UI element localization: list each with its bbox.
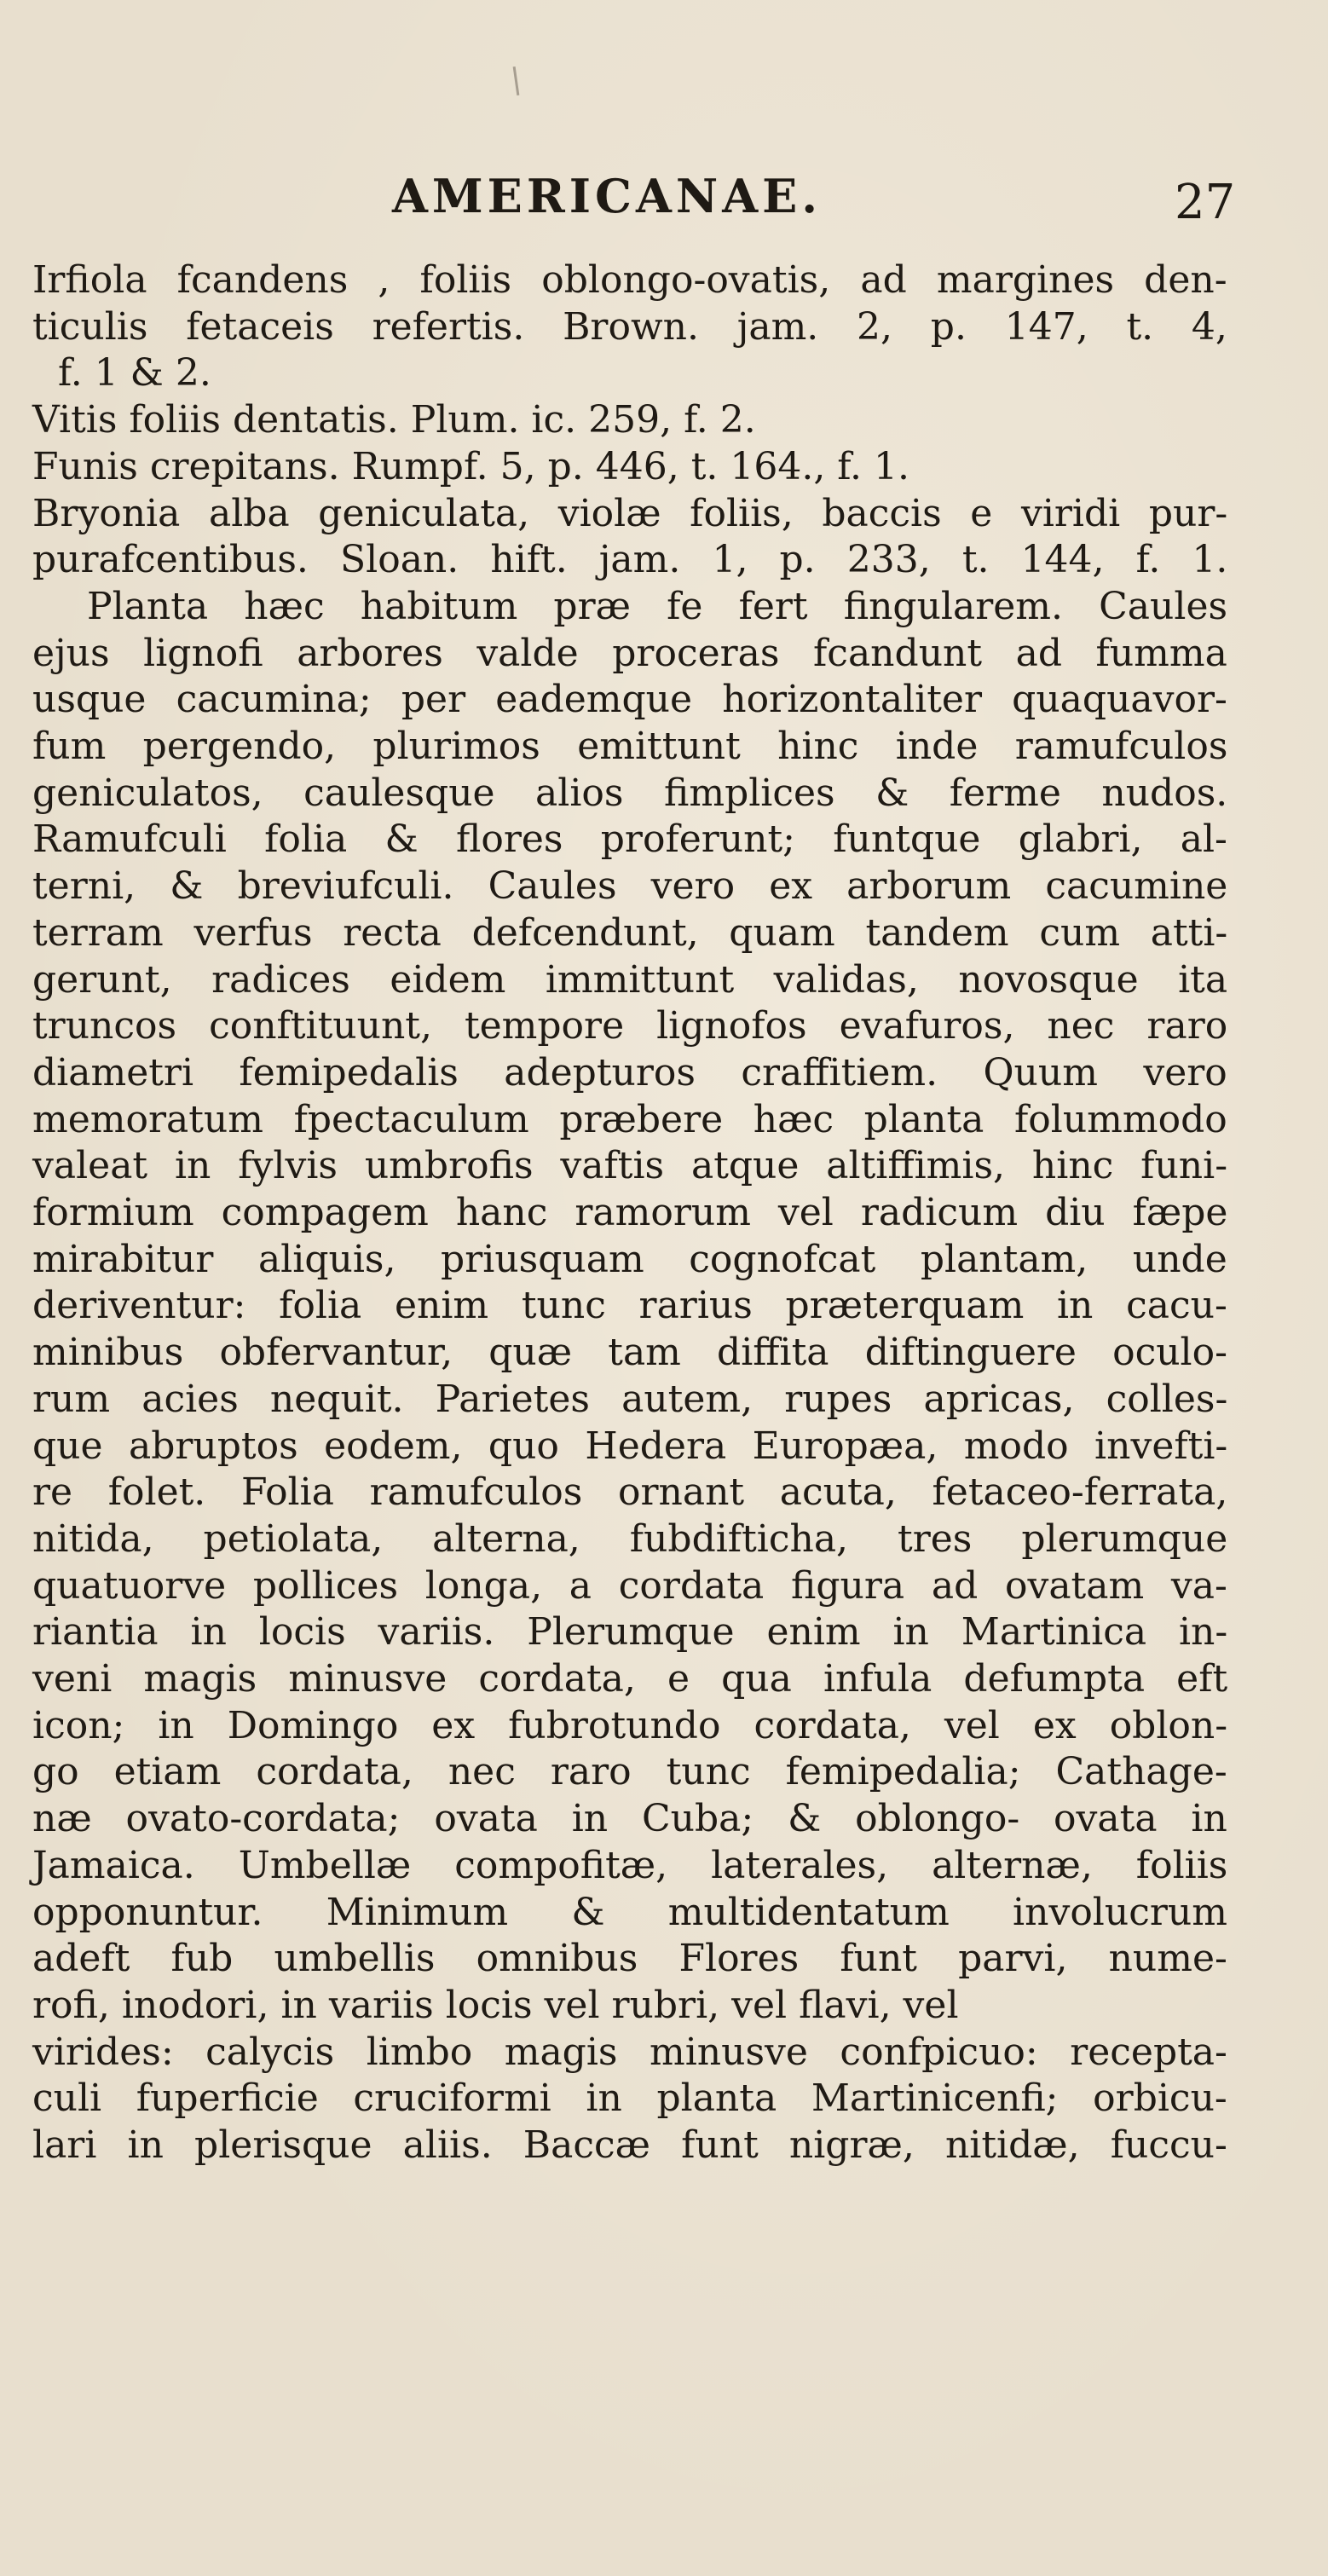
text-line: Irfiola fcandens , foliis oblongo-ovatis, ad margines den- bbox=[32, 258, 1227, 302]
text-line: terni, & breviufculi. Caules vero ex arborum cacumine bbox=[32, 864, 1228, 908]
text-line: lari in plerisque aliis. Baccæ funt nigræ, nitidæ, fuccu- bbox=[32, 2123, 1227, 2167]
text-line: que abruptos eodem, quo Hedera Europæa, modo invefti- bbox=[32, 1424, 1228, 1468]
text-line: Funis crepitans. Rumpf. 5, p. 446, t. 164., f. 1. bbox=[32, 445, 909, 488]
text-line: Jamaica. Umbellæ compofitæ, laterales, alternæ, foliis bbox=[32, 1844, 1228, 1887]
text-line: purafcentibus. Sloan. hift. jam. 1, p. 233, t. 144, f. 1. bbox=[32, 538, 1228, 581]
text-line: Ramufculi folia & flores proferunt; funtque glabri, al- bbox=[32, 817, 1227, 861]
text-line: Planta hæc habitum præ fe fert fingularem. Caules bbox=[87, 585, 1228, 628]
text-line: terram verfus recta defcendunt, quam tandem cum atti- bbox=[32, 911, 1228, 955]
text-line: ejus lignofi arbores valde proceras fcandunt ad fumma bbox=[32, 632, 1227, 675]
page-number: 27 bbox=[1175, 175, 1236, 230]
text-line: rum acies nequit. Parietes autem, rupes apricas, colles- bbox=[32, 1378, 1228, 1421]
text-line: truncos conftituunt, tempore lignofos evafuros, nec raro bbox=[32, 1004, 1228, 1048]
text-line: culi fuperficie cruciformi in planta Martinicenfi; orbicu- bbox=[32, 2076, 1227, 2120]
text-line: virides: calycis limbo magis minusve confpicuo: recepta- bbox=[32, 2030, 1227, 2074]
text-line: valeat in fylvis umbrofis vaftis atque altiffimis, hinc funi- bbox=[32, 1144, 1228, 1187]
text-line: opponuntur. Minimum & multidentatum involucrum bbox=[32, 1891, 1227, 1934]
text-line: re folet. Folia ramufculos ornant acuta, fetaceo-ferrata, bbox=[32, 1470, 1228, 1514]
text-line: gerunt, radices eidem immittunt validas, novosque ita bbox=[32, 958, 1228, 1002]
text-line: deriventur: folia enim tunc rarius præterquam in cacu- bbox=[32, 1284, 1227, 1327]
text-line: Bryonia alba geniculata, violæ foliis, baccis e viridi pur- bbox=[32, 492, 1228, 535]
text-line: go etiam cordata, nec raro tunc femipedalia; Cathage- bbox=[32, 1750, 1227, 1793]
running-head bbox=[0, 166, 1328, 234]
text-line: mirabitur aliquis, priusquam cognofcat plantam, unde bbox=[32, 1238, 1227, 1281]
text-line: veni magis minusve cordata, e qua infula defumpta eft bbox=[32, 1657, 1228, 1701]
text-line: usque cacumina; per eademque horizontaliter quaquavor- bbox=[32, 678, 1227, 721]
running-head-title: AMERICANAE. bbox=[392, 169, 823, 223]
text-line: adeft fub umbellis omnibus Flores funt parvi, nume- bbox=[32, 1937, 1227, 1980]
text-line: riantia in locis variis. Plerumque enim in Martinica in- bbox=[32, 1610, 1228, 1654]
text-line: icon; in Domingo ex fubrotundo cordata, vel ex oblon- bbox=[32, 1704, 1228, 1747]
text-line: næ ovato-cordata; ovata in Cuba; & oblongo- ovata in bbox=[32, 1797, 1227, 1840]
text-line: minibus obfervantur, quæ tam diffita diftinguere oculo- bbox=[32, 1331, 1227, 1374]
text-line: nitida, petiolata, alterna, fubdifticha, tres plerumque bbox=[32, 1517, 1228, 1561]
text-line: memoratum fpectaculum præbere hæc planta folummodo bbox=[32, 1098, 1227, 1141]
text-line: rofi, inodori, in variis locis vel rubri, vel flavi, vel bbox=[32, 1984, 959, 2027]
text-line: diametri femipedalis adepturos craffitiem. Quum vero bbox=[32, 1051, 1227, 1095]
text-line: quatuorve pollices longa, a cordata figura ad ovatam va- bbox=[32, 1564, 1227, 1608]
text-line: formium compagem hanc ramorum vel radicum diu fæpe bbox=[32, 1191, 1228, 1234]
text-line: geniculatos, caulesque alios fimplices & ferme nudos. bbox=[32, 771, 1228, 815]
text-line: f. 1 & 2. bbox=[58, 351, 211, 395]
text-line: ticulis fetaceis refertis. Brown. jam. 2, p. 147, t. 4, bbox=[32, 305, 1227, 349]
text-line: fum pergendo, plurimos emittunt hinc inde ramufculos bbox=[32, 725, 1228, 768]
text-line: Vitis foliis dentatis. Plum. ic. 259, f. 2. bbox=[32, 398, 756, 442]
ink-mark bbox=[513, 66, 520, 95]
